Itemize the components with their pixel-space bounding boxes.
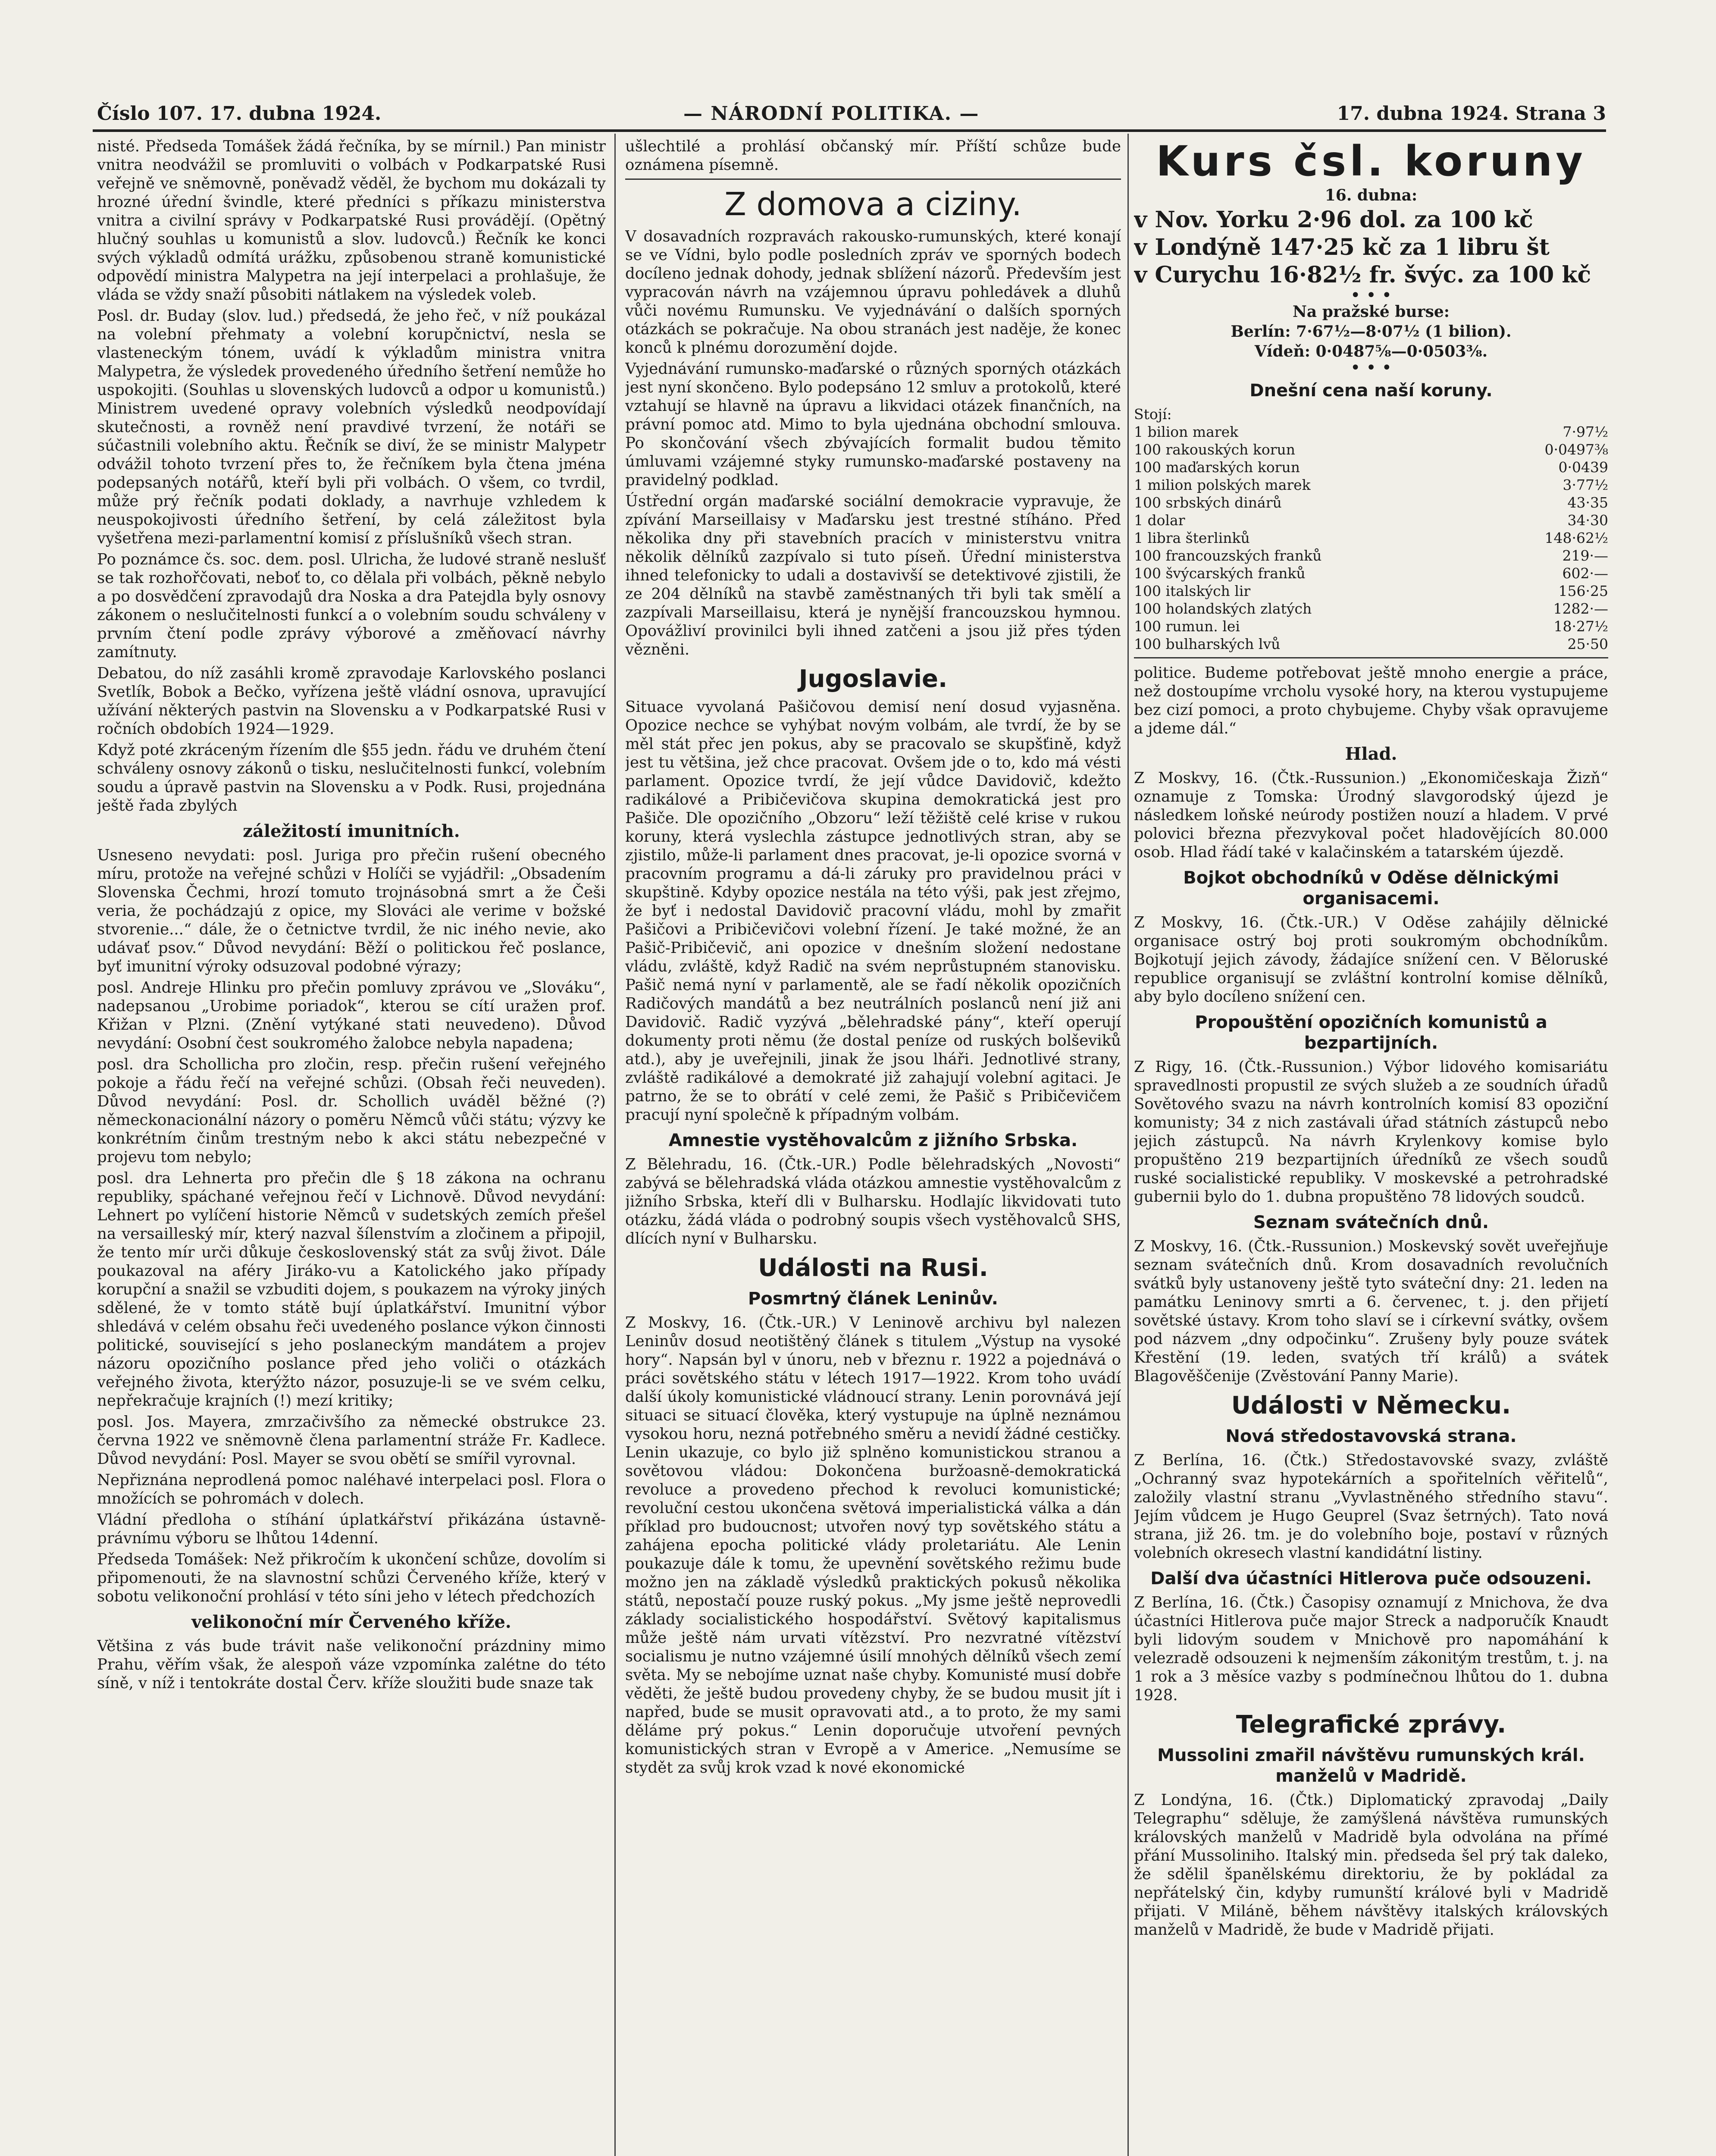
section-heading: Telegrafické zprávy. [1236,1711,1506,1739]
section-heading: záležitostí imunitních. [243,821,460,841]
exchange-rate-title: Kurs čsl. koruny [1156,137,1586,185]
column-2 [625,137,1121,2156]
column-1 [97,137,606,2156]
rate-label: 100 bulharských lvů [1134,636,1281,652]
article-paragraph: ušlechtilé a prohlásí občanský mír. Příští schůze bude oznámena písemně. [625,138,1121,174]
article-paragraph: Nepřiznána neprodlená pomoc naléhavé interpelaci posl. Flora o množících se pohromách v dolech. [97,1471,606,1507]
rate-label: 100 rakouských korun [1134,441,1295,458]
article-paragraph: Z Londýna, 16. (Čtk.) Diplomatický zpravodaj „Daily Telegraphu“ sděluje, že zamýšlená návštěva rumunských královských manželů v Madridě byla odvolána na přímé přání Mussoliniho. Italský min. předseda šel prý tak daleko, že sdělil španělskému direktoriu, že by pokládal za nepřátelský čin, kdyby rumunští králové byli v Madridě přijati. V Miláně, během návštěvy italských královských manželů v Madridě, že bude v Madridě přijati. [1134,1791,1608,1939]
rate-value: 34·30 [1567,512,1608,529]
article-paragraph: Ústřední orgán maďarské sociální demokracie vypravuje, že zpívání Marseillaisy v Maďarsku jest trestné stíháno. Před několika dny při stavebních pracích v ministerstvu vnitra několik dělníků zazpívalo si tuto píseň. Úřední ministerstva ihned telefonicky to udali a dostavivší se detektivové zjistili, že ze 204 dělníků na stavbě zaměstnaných tři byli tak smělí a zazpívali Marseillaisu, která je nynější francouzskou hymnou. Opovážliví provinilci byli ihned zatčeni a jsou již přes týden vězněni. [625,492,1121,658]
rate-label: 1 bilion marek [1134,423,1239,440]
rate-row [1134,617,1608,635]
article-paragraph: politice. Budeme potřebovat ještě mnoho energie a práce, než dostoupíme vrcholu vysoké hory, na kterou vystupujeme bez cizí pomoci, a proto chybujeme. Chyby však opravujeme a jdeme dál.“ [1134,664,1608,737]
rate-value: 25·50 [1567,636,1608,652]
subsection-heading: Mussolini zmařil návštěvu rumunských král. manželů v Madridě. [1157,1745,1585,1786]
article-paragraph: Z Moskvy, 16. (Čtk.-Russunion.) „Ekonomičeskaja Žizň“ oznamuje z Tomska: Úrodný slavgorodský újezd je následkem loňské neúrody postižen nouzí a hladem. V prvé polovici března přezvykoval počet hladovějících 80.000 osob. Hlad řádí také v kalačinském a tatarském újezdě. [1134,769,1608,861]
rate-label: 1 dolar [1134,512,1185,529]
article-paragraph: Vyjednávání rumunsko-maďarské o různých sporných otázkách jest nyní skončeno. Bylo podepsáno 12 smluv a protokolů, které vztahují se hlavně na úpravu a likvidaci otázek finančních, na právní pomoc atd. Mimo to byla ujednána obchodní smlouva. Po skončování všech zbývajících formalit budou těmito úmluvami vzájemné styky rumunsko-maďarské postaveny na pravidelný podklad. [625,360,1121,489]
article-paragraph: V dosavadních rozpravách rakousko-rumunských, které konají se ve Vídni, bylo podle posledních zpráv ve sporných bodech docíleno jednak dohody, jednak sblížení názorů. Především jest vypracován návrh na vzájemnou úpravu pohledávek a dluhů vůči novému Rumunsku. Ve vyjednávání o dalších sporných otázkách se pokračuje. Na obou stranách jest naděje, že konec konců k plnému dorozumění dojde. [625,228,1121,357]
rate-label: 100 srbských dinárů [1134,494,1282,511]
subsection-heading: Posmrtný článek Leninův. [748,1289,998,1309]
burse-heading: Na pražské burse: [1292,303,1450,321]
rate-line: v Nov. Yorku 2·96 dol. za 100 kč [1134,207,1533,233]
rate-label: 100 italských lir [1134,583,1251,599]
masthead-rule [93,129,1606,132]
section-heading: velikonoční mír Červeného kříže. [191,1612,511,1632]
rate-value: 1282·— [1553,600,1608,617]
article-paragraph: Předseda Tomášek: Než přikročím k ukončení schůze, dovolím si připomenouti, že na slavnostní schůzi Červeného kříže, který v sobotu velikonoční prohlásí v této síni jeho v létech předchozích [97,1551,606,1605]
vienna-rate: Vídeň: 0·0487⅝—0·0503⅜. [1254,342,1488,360]
rate-label: 100 francouzských franků [1134,547,1322,564]
article-paragraph: Z Berlína, 16. (Čtk.) Středostavovské svazy, zvláště „Ochranný svaz hypotekárních a spořitelních věřitelů“, založily vlastní stranu „Vyvlastněného středního stavu“. Jejím vůdcem je Hugo Geuprel (Svaz šetrných). Tato nová strana, již 26. tm. je do volebního boje, postaví v různých volebních okresech vlastní kandidátní listiny. [1134,1451,1608,1562]
section-heading: Seznam svátečních dnů. [1253,1213,1489,1232]
article-paragraph: Z Moskvy, 16. (Čtk.-UR.) V Oděse zahájily dělnické organisace ostrý boj proti soukromým obchodníkům. Bojkotují jejich závody, žádajíce snížení cen. V Běloruské republice organisují se zvláštní kontrolní komise dělníků, aby bylo docíleno snížení cen. [1134,914,1608,1006]
rate-line: v Londýně 147·25 kč za 1 libru št [1134,234,1550,260]
rate-table [1134,405,1608,653]
article-paragraph: Po poznámce čs. soc. dem. posl. Ulricha, že ludové straně neslušť se tak rozhořčovati, neboť to, co dělala při volbách, pěkně nebylo a po dosvědčení zpravodajů dra Noska a dra Patejdla byly osnovy zákonem o neslučitelnosti funkcí a o volebním soudu schváleny v prvním čtení podle zprávy výborové a změňovací návrhy zamítnuty. [97,551,606,661]
rate-value: 43·35 [1567,494,1608,511]
article-paragraph: Debatou, do níž zasáhli kromě zpravodaje Karlovského poslanci Svetlík, Bobok a Bečko, vyřízena ještě vládní osnova, upravující užívání některých pastvin na Slovensku a v Podkarpatské Rusi v ročních obdobích 1924—1929. [97,664,606,738]
rate-row [1134,423,1608,441]
issue-info: Číslo 107. 17. dubna 1924. [97,103,382,125]
article-paragraph: Z Berlína, 16. (Čtk.) Časopisy oznamují z Mnichova, že dva účastníci Hitlerova puče major Streck a nadporučík Knaudt byli lidovým soudem v Mnichově pro napomáhání k velezradě odsouzeni k nejmenším zákonitým trestům, t. j. na 1 rok a 3 měsíce vazby s podmínečnou lhůtou do 1. dubna 1928. [1134,1594,1608,1704]
ornament: • • • [1350,285,1392,305]
date-page: 17. dubna 1924. Strana 3 [1337,103,1606,125]
article-paragraph: Posl. dr. Buday (slov. lud.) předsedá, že jeho řeč, v níž poukázal na volební přehmaty a volební korupčnictví, nesla se vlasteneckým tónem, uvádí k výkladům ministra vnitra Malypetra, že výsledek provedeného úředního šetření nemůže ho uspokojiti. (Souhlas u slovenských ludovců a odpor u komunistů.) Ministrem uvedené opravy volebních výsledků neodpovídají skutečnosti, a rovněž není pravdivé tvrzení, že notáři se súčastnili volebního aktu. Řečník se diví, že se ministr Malypetr odvážil tohoto tvrzení přes to, že řečníkem byla čtena jména podepsaných notářů, kteří byli při volbách. O všem, co tvrdil, může prý řečník podati doklady, a navrhuje vzhledem k neuspokojivosti úředního šetření, by celá záležitost byla vyšetřena mezi-parlamentní komisí z příslušníků všech stran. [97,307,606,547]
section-heading: Hlad. [1345,744,1397,764]
article-paragraph: Když poté zkráceným řízením dle §55 jedn. řádu ve druhém čtení schváleny osnovy zákonů o tisku, neslučitelnosti funkcí, volebním soudu a úpravě pastvin na Slovensku a v Podk. Rusi, projednána ještě řada zbylých [97,741,606,815]
rate-row [1134,458,1608,476]
rate-row [1134,441,1608,458]
section-heading: Jugoslavie. [799,665,948,693]
exchange-rate-date: 16. dubna: [1325,186,1418,204]
subsection-heading: Nová středostavovská strana. [1225,1426,1517,1446]
article-paragraph: Z Moskvy, 16. (Čtk.-Russunion.) Moskevský sovět uveřejňuje seznam svátečních dnů. Krom dosavadních revolučních svátků byly ustanoveny ještě tyto sváteční dny: 21. leden na památku Leninovy smrti a 6. červenec, t. j. den přijetí sovětské ústavy. Krom toho slaví se i církevní svátky, ovšem pod názvem „dny odpočinku“. Zrušeny byly pouze svátek Křestění (19. leden, svatých tří králů) a svátek Blagověščenije (Zvěstování Panny Marie). [1134,1238,1608,1385]
rate-row [1134,476,1608,494]
rate-row [1134,547,1608,564]
article-paragraph: posl. dra Lehnerta pro přečin dle § 18 zákona na ochranu republiky, spáchané veřejnou řečí v Lichnově. Důvod nevydání: Lehnert po vylíčení historie Němců v sudetských zemích přešel na versailleský mír, který nazval šílenstvím a zločinem a připojil, že tento mír urči důkuje československý stát za svůj život. Dále poukazoval na aféry Jiráko-vu a Katolického jako případy korupční a snažil se vzbuditi dojem, s poukazem na výroky jiných sdělené, že v tomto státě bují úplatkářství. Imunitní výbor shledává v celém obsahu řeči uvedeného poslance výkon činnosti politické, související s jeho poslaneckým mandátem a projev názoru opozičního poslance před jeho voliči o otázkách veřejného života, kterýžto názor, posuzuje-li se ve svém celku, nepřekračuje krajních (!) mezí kritiky; [97,1169,606,1410]
column-3 [1134,137,1608,2156]
rate-row [1134,582,1608,600]
berlin-rate: Berlín: 7·67½—8·07½ (1 bilion). [1231,323,1512,341]
rate-value: 18·27½ [1553,618,1608,635]
rate-label: 1 milion polských marek [1134,476,1311,493]
rate-row [1134,635,1608,653]
rate-line: v Curychu 16·82½ fr. švýc. za 100 kč [1134,262,1591,288]
column-divider [614,134,616,2156]
rate-value: 148·62½ [1544,530,1608,546]
article-paragraph: posl. Jos. Mayera, zmrzačivšího za německé obstrukce 23. června 1922 ve sněmovně člena parlamentní stráže Fr. Kadlece. Důvod nevydání: Posl. Mayer se svou obětí se smířil vyrovnal. [97,1413,606,1468]
rate-value: 0·0439 [1558,459,1608,476]
section-heading: Bojkot obchodníků v Oděse dělnickými organisacemi. [1183,868,1559,909]
divider [625,179,1121,180]
rate-value: 156·25 [1558,583,1608,599]
rate-value: 602·— [1562,565,1608,582]
article-paragraph: Z Bělehradu, 16. (Čtk.-UR.) Podle bělehradských „Novosti“ zabývá se bělehradská vláda otázkou amnestie vystěhovalcům z jižního Srbska, kteří dli v Bulharsku. Hodlajíc likvidovati tuto otázku, žádá vláda o podrobný soupis všech vystěhovalců SHS, dlících nyní v Bulharsku. [625,1156,1121,1247]
rate-row [1134,600,1608,617]
rate-label: 1 libra šterlinků [1134,530,1250,546]
article-paragraph: posl. Andreje Hlinku pro přečin pomluvy zprávou ve „Slováku“, nadepsanou „Urobime poriadok“, kterou se cítí uražen prof. Křižan v Plzni. (Znění vytýkané stati neuvedeno). Důvod nevydání: Osobní čest soukromého žalobce nebyla napadena; [97,979,606,1052]
rate-label: 100 maďarských korun [1134,459,1300,476]
article-paragraph: Z Rigy, 16. (Čtk.-Russunion.) Výbor lidového komisariátu spravedlnosti propustil ze svých služeb a ze soudních úřadů Sovětového svazu na návrh kontrolních komisí 83 opoziční komunisty; 34 z nich zastávali úřad státních zástupců nebo jejich zástupců. Na návrh Krylenkovy komise bylo propuštěno 219 bezpartijních úředníků ze všech soudů ruské socialistické republiky. V moskevské a petrohradské gubernii bylo do 1. dubna propuštěno 78 lidových soudců. [1134,1058,1608,1206]
masthead [93,103,1606,128]
rate-row [1134,494,1608,511]
article-paragraph: Z Moskvy, 16. (Čtk.-UR.) V Leninově archivu byl nalezen Leninův dosud neotištěný článek s titulem „Výstup na vysoké hory“. Napsán byl v únoru, neb v březnu r. 1922 a pojednává o práci sovětského státu v létech 1917—1922. Krom toho uvádí další úkoly komunistické vládnoucí strany. Lenin porovnává její situaci se situací člověka, který vystupuje na úplně neznámou vysokou horu, nezná potřebného směru a nevidí žádné cestičky. Lenin ukazuje, co bylo již splněno komunistickou stranou a sovětovou vládou: Dokončena buržoasně-demokratická revoluce a provedeno přechod k revoluci komunistické; revoluční cestou ukončena světová imperialistická válka a dán příklad pro budoucnost; utvořen nový typ sovětského státu a zahájena epocha politické vlády proletariátu. Ale Lenin poukazuje dále k tomu, že upevnění sovětského režimu bude možno jen na základě výsledků praktických pokusů několika států, nepostačí pouze ruský pokus. „My jsme ještě neprovedli základy socialistického hospodářství. Světový kapitalismus může ještě nám urvati vítězství. Pro nezvratné vítězství socialismu je nutno vzájemné úsilí mnohých dělníků všech zemí světa. My se nebojíme uznat naše chyby. Komunisté musí dobře věděti, že ještě budou provedeny chyby, že se budou musit jít i napřed, bude se musit opravovati atd., a to proto, že my sami děláme prý pokus.“ Lenin doporučuje utvoření pevných komunistických stran v Evropě a v Americe. „Nemusíme se stydět za svůj krok vzad k nové ekonomické [625,1314,1121,1777]
divider [1134,657,1608,658]
rate-value: 3·77½ [1563,476,1608,493]
section-heading: Události v Německu. [1231,1391,1511,1420]
rate-value: 219·— [1562,547,1608,564]
rate-row [1134,529,1608,547]
article-paragraph: Většina z vás bude trávit naše velikonoční prázdniny mimo Prahu, věřím však, že alespoň váze vzpomínka zalétne do této síně, v níž i tentokráte dostal Červ. kříže sloužiti bude snaze tak [97,1637,606,1692]
section-heading: Dnešní cena naší koruny. [1249,381,1493,401]
article-paragraph: nisté. Předseda Tomášek žádá řečníka, by se mírnil.) Pan ministr vnitra neodvážil se promluviti o volbách v Podkarpatské Rusi veřejně ve sněmovně, poněvadž věděl, že bychom mu dokázali ty hrozné úřední švindle, které předníci s příkazu ministerstva vnitra a civilní správy v Podkarpatské Rusi provádějí. (Opětný hlučný souhlas u komunistů a slov. ludovců.) Řečník ke konci svých výkladů odmítá urážku, způsobenou straně komunistické odpovědí ministra Malypetra na její interpelaci a prohlašuje, že vláda se vždy snaží působiti nátlakem na výsledek voleb. [97,138,606,304]
rate-label: 100 rumun. lei [1134,618,1240,635]
section-heading: Amnestie vystěhovalcům z jižního Srbska. [668,1131,1078,1150]
section-heading: Další dva účastníci Hitlerova puče odsouzeni. [1150,1569,1592,1589]
rate-label: 100 holandských zlatých [1134,600,1312,617]
newspaper-title: — NÁRODNÍ POLITIKA. — [683,103,980,125]
ornament: • • • [1350,358,1392,378]
article-paragraph: posl. dra Schollicha pro zločin, resp. přečin rušení veřejného pokoje a řádu řečí na veřejné schůzi. (Obsah řeči neuveden). Důvod nevydání: Posl. dr. Schollich uváděl běžné (?) německonacionální názory o poměru Němců vůči státu; výzvy ke konkrétním činům trestným nebo k akci státu nebezpečné v projevu tom nebylo; [97,1056,606,1166]
article-paragraph: Vládní předloha o stíhání úplatkářství přikázána ústavně-právnímu výboru se lhůtou 14denní. [97,1511,606,1547]
rate-value: 7·97½ [1563,423,1608,440]
section-heading: Propouštění opozičních komunistů a bezpartijních. [1195,1012,1547,1053]
rate-row [1134,564,1608,582]
stoji-label: Stojí: [1134,406,1172,423]
rate-row [1134,511,1608,529]
article-paragraph: Usneseno nevydati: posl. Juriga pro přečin rušení obecného míru, protože na veřejné schůzi v Holíči se vyjádřil: „Obsadením Slovenska Čechmi, hrozí tomuto trojnásobná smrt a že Češi veria, že pochádzajú z opice, my Slováci ale verime v božské stvorenie...“ dále, že o četnictve tvrdil, že nic iného nevie, ako udávať psov.“ Důvod nevydání: Běží o politickou řeč poslance, byť imunitní výroky odsuzoval podobné výrazy; [97,846,606,975]
column-divider [1127,134,1129,2156]
rate-label: 100 švýcarských franků [1134,565,1306,582]
article-paragraph: Situace vyvolaná Pašičovou demisí není dosud vyjasněna. Opozice nechce se vyhýbat novým volbám, ale tvrdí, že by se měl stát přec jen pokus, aby se pracovalo se skupšťině, když jest tu většina, jež chce pracovat. Ovšem jde o to, kdo má vésti parlament. Opozice tvrdí, že její vůdce Davidovič, kdežto radikálové a Pribičevičova skupina demokratická jest pro Pašiče. Dle opozičního „Obzoru“ leží těžiště celé krise v rukou koruny, která vyslechla zástupce jednotlivých stran, aby se zjistilo, může-li parlament dnes pracovat, je-li opozice svorná v pracovním programu a dá-li záruky pro pravidelnou práci v skupštině. Kdyby opozice nestála na této výši, pak jest zřejmo, že byť i nedostal Davidovič pracovní vládu, mohl by zmařit Pašičovi a Pribičevičovi volební řízení. Je také možné, že an Pašič-Pribičevič, ani opozice v dnešním složení nedostane vládu, zvláště, když Radič na svém neprůstupném stanovisku. Pašič nemá nyní v parlamentě, ale se řadí několik opozičních Radičových mandátů a bez neutrálních poslanců není již ani Davidovič. Radič vyzývá „bělehradské pány“, kteří operují dokumenty proti němu (že dostal peníze od ruských bolševiků atd.), aby je uveřejnili, jinak že jsou lháři. Jednotlivé strany, zvláště radikálové a demokraté již zahajují volební agitaci. Je patrno, že se to obrátí v celé zemi, že Pašič s Pribičevičem pracují nyní společně k případným volbám. [625,698,1121,1124]
rate-value: 0·0497⅜ [1544,441,1608,458]
section-heading: Události na Rusi. [758,1254,988,1282]
section-heading: Z domova a ciziny. [724,186,1022,223]
